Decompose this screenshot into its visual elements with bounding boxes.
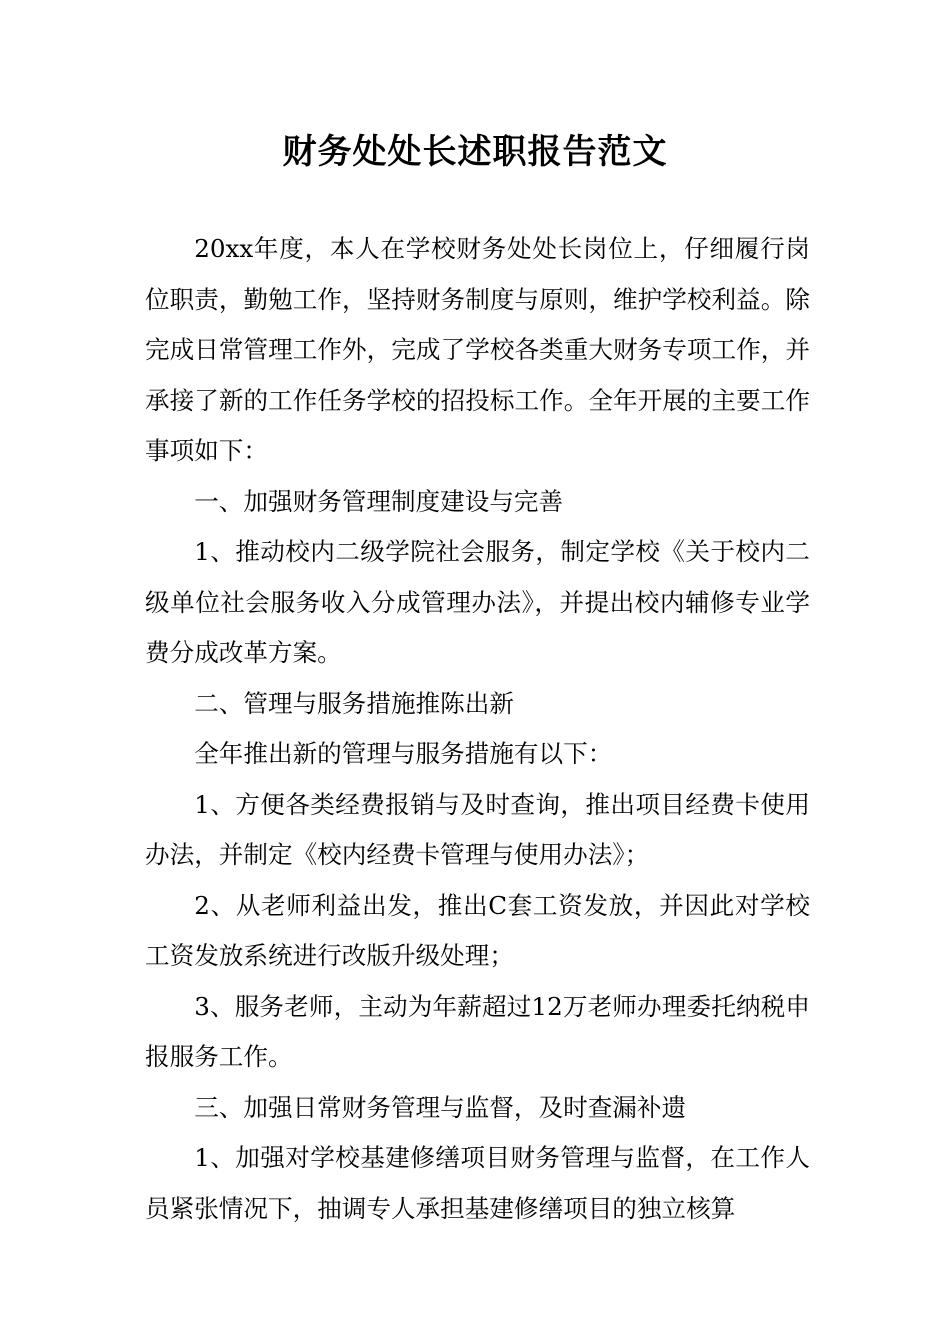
document-body xyxy=(145,224,810,1234)
paragraph-item: 1、推动校内二级学院社会服务，制定学校《关于校内二级单位社会服务收入分成管理办法》，并提出校内辅修专业学费分成改革方案。 xyxy=(145,537,810,667)
section-heading-2: 二、管理与服务措施推陈出新 xyxy=(194,688,514,718)
section-heading-1: 一、加强财务管理制度建设与完善 xyxy=(194,486,564,516)
paragraph: 全年推出新的管理与服务措施有以下： xyxy=(194,739,613,768)
section-heading-3: 三、加强日常财务管理与监督，及时查漏补遗 xyxy=(194,1092,687,1122)
paragraph-item: 3、服务老师，主动为年薪超过12万老师办理委托纳税申报服务工作。 xyxy=(145,991,810,1071)
paragraph-item: 2、从老师利益出发，推出C套工资发放，并因此对学校工资发放系统进行改版升级处理； xyxy=(145,890,810,970)
paragraph-item: 1、加强对学校基建修缮项目财务管理与监督，在工作人员紧张情况下，抽调专人承担基建修缮项目的独立核算 xyxy=(145,1143,810,1223)
paragraph-intro: 20xx年度，本人在学校财务处处长岗位上，仔细履行岗位职责，勤勉工作，坚持财务制度与原则，维护学校利益。除完成日常管理工作外，完成了学校各类重大财务专项工作，并承接了新的工作任务学校的招投标工作。全年开展的主要工作事项如下： xyxy=(145,234,810,465)
paragraph-item: 1、方便各类经费报销与及时查询，推出项目经费卡使用办法，并制定《校内经费卡管理与使用办法》； xyxy=(145,789,810,869)
document-title: 财务处处长述职报告范文 xyxy=(282,132,668,172)
